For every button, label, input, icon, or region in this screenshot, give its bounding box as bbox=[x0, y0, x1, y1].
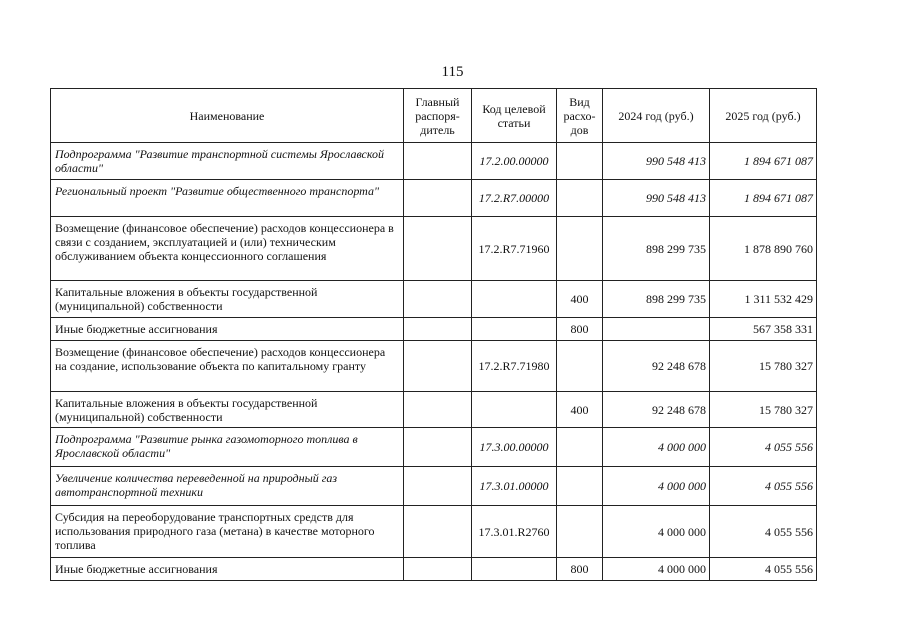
header-kod: Код целевой статьи bbox=[472, 89, 557, 143]
header-vid: Вид расхо-дов bbox=[557, 89, 603, 143]
cell-glavny bbox=[404, 392, 472, 428]
cell-vid: 400 bbox=[557, 392, 603, 428]
cell-kod: 17.2.R7.71980 bbox=[472, 341, 557, 392]
cell-y2024: 92 248 678 bbox=[603, 392, 710, 428]
cell-y2025: 4 055 556 bbox=[710, 467, 817, 506]
cell-vid: 800 bbox=[557, 558, 603, 581]
table-row bbox=[51, 558, 817, 581]
cell-y2024: 4 000 000 bbox=[603, 558, 710, 581]
cell-kod: 17.3.00.00000 bbox=[472, 428, 557, 467]
header-name: Наименование bbox=[51, 89, 404, 143]
cell-glavny bbox=[404, 506, 472, 558]
cell-name: Иные бюджетные ассигнования bbox=[51, 318, 404, 341]
cell-y2024: 898 299 735 bbox=[603, 281, 710, 318]
page-number: 115 bbox=[441, 64, 464, 80]
cell-kod: 17.3.01.00000 bbox=[472, 467, 557, 506]
table-row bbox=[51, 506, 817, 558]
cell-y2024: 92 248 678 bbox=[603, 341, 710, 392]
budget-table bbox=[50, 88, 817, 581]
cell-name: Капитальные вложения в объекты государственной (муниципальной) собственности bbox=[51, 281, 404, 318]
cell-glavny bbox=[404, 428, 472, 467]
cell-glavny bbox=[404, 143, 472, 180]
cell-y2024: 4 000 000 bbox=[603, 506, 710, 558]
table-row bbox=[51, 281, 817, 318]
cell-vid bbox=[557, 341, 603, 392]
cell-kod bbox=[472, 558, 557, 581]
cell-glavny bbox=[404, 217, 472, 281]
cell-name: Региональный проект "Развитие общественного транспорта" bbox=[51, 180, 404, 217]
cell-glavny bbox=[404, 318, 472, 341]
cell-y2025: 4 055 556 bbox=[710, 558, 817, 581]
cell-vid bbox=[557, 143, 603, 180]
cell-y2025: 15 780 327 bbox=[710, 341, 817, 392]
cell-y2024: 4 000 000 bbox=[603, 428, 710, 467]
cell-vid: 400 bbox=[557, 281, 603, 318]
table-header-row bbox=[51, 89, 817, 143]
cell-y2025: 4 055 556 bbox=[710, 506, 817, 558]
table-row bbox=[51, 180, 817, 217]
cell-y2025: 1 894 671 087 bbox=[710, 180, 817, 217]
cell-name: Иные бюджетные ассигнования bbox=[51, 558, 404, 581]
table-row bbox=[51, 143, 817, 180]
cell-y2025: 567 358 331 bbox=[710, 318, 817, 341]
cell-name: Капитальные вложения в объекты государственной (муниципальной) собственности bbox=[51, 392, 404, 428]
cell-y2024: 4 000 000 bbox=[603, 467, 710, 506]
cell-y2024 bbox=[603, 318, 710, 341]
cell-y2025: 1 878 890 760 bbox=[710, 217, 817, 281]
cell-name: Субсидия на переоборудование транспортных средств для использования природного газа (метана) в качестве моторного топлива bbox=[51, 506, 404, 558]
cell-kod bbox=[472, 281, 557, 318]
cell-glavny bbox=[404, 341, 472, 392]
cell-glavny bbox=[404, 558, 472, 581]
cell-vid bbox=[557, 180, 603, 217]
cell-vid bbox=[557, 428, 603, 467]
cell-y2024: 990 548 413 bbox=[603, 180, 710, 217]
cell-y2024: 990 548 413 bbox=[603, 143, 710, 180]
cell-name: Возмещение (финансовое обеспечение) расходов концессионера на создание, использование объекта по капитальному гранту bbox=[51, 341, 404, 392]
cell-kod: 17.2.R7.71960 bbox=[472, 217, 557, 281]
cell-kod: 17.2.00.00000 bbox=[472, 143, 557, 180]
table-row bbox=[51, 392, 817, 428]
cell-vid bbox=[557, 217, 603, 281]
cell-name: Подпрограмма "Развитие транспортной системы Ярославской области" bbox=[51, 143, 404, 180]
cell-y2025: 1 894 671 087 bbox=[710, 143, 817, 180]
table-row bbox=[51, 217, 817, 281]
cell-name: Возмещение (финансовое обеспечение) расходов концессионера в связи с созданием, эксплуатацией и (или) техническим обслуживанием объекта концессионного соглашения bbox=[51, 217, 404, 281]
cell-glavny bbox=[404, 467, 472, 506]
cell-y2024: 898 299 735 bbox=[603, 217, 710, 281]
cell-kod: 17.2.R7.00000 bbox=[472, 180, 557, 217]
cell-kod: 17.3.01.R2760 bbox=[472, 506, 557, 558]
cell-glavny bbox=[404, 180, 472, 217]
cell-name: Увеличение количества переведенной на природный газ автотранспортной техники bbox=[51, 467, 404, 506]
cell-y2025: 1 311 532 429 bbox=[710, 281, 817, 318]
header-glavny: Главный распоря-дитель bbox=[404, 89, 472, 143]
cell-y2025: 15 780 327 bbox=[710, 392, 817, 428]
table-row bbox=[51, 467, 817, 506]
cell-name: Подпрограмма "Развитие рынка газомоторного топлива в Ярославской области" bbox=[51, 428, 404, 467]
header-2024: 2024 год (руб.) bbox=[603, 89, 710, 143]
table-row bbox=[51, 428, 817, 467]
cell-vid bbox=[557, 467, 603, 506]
cell-glavny bbox=[404, 281, 472, 318]
table-row bbox=[51, 318, 817, 341]
header-2025: 2025 год (руб.) bbox=[710, 89, 817, 143]
cell-vid: 800 bbox=[557, 318, 603, 341]
cell-kod bbox=[472, 318, 557, 341]
cell-kod bbox=[472, 392, 557, 428]
cell-vid bbox=[557, 506, 603, 558]
table-row bbox=[51, 341, 817, 392]
cell-y2025: 4 055 556 bbox=[710, 428, 817, 467]
